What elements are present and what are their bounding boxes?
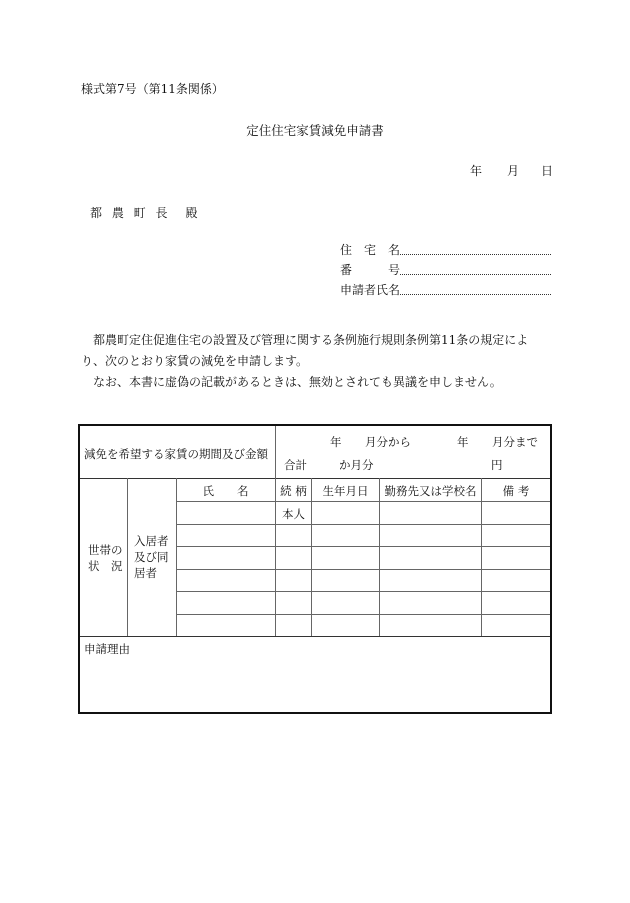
- form-number: 様式第7号（第11条関係）: [81, 82, 224, 96]
- relation-self: 本人: [282, 507, 305, 521]
- date-day-label: 日: [541, 164, 554, 178]
- residents-label-line2: 及び同: [134, 550, 169, 564]
- body-paragraph-2: なお、本書に虚偽の記載があるときは、無効とされても異議を申しません。: [93, 375, 502, 389]
- addressee: 都 農 町 長 殿: [90, 206, 201, 220]
- application-table: [78, 424, 552, 714]
- date-month-label: 月: [507, 164, 520, 178]
- column-header-name: 氏 名: [202, 484, 249, 498]
- residents-label-line3: 居者: [134, 566, 157, 580]
- period-month-to: 月分まで: [492, 435, 538, 449]
- applicant-name-label: 申請者氏名: [340, 283, 401, 297]
- document-title: 定住住宅家賃減免申請書: [246, 123, 384, 138]
- number-label: 番 号: [340, 263, 401, 277]
- address-field[interactable]: [400, 254, 551, 255]
- column-header-relation: 続 柄: [280, 484, 307, 498]
- number-field[interactable]: [400, 274, 551, 275]
- column-header-workplace: 勤務先又は学校名: [384, 484, 477, 498]
- reason-label: 申請理由: [84, 642, 130, 656]
- period-year-2: 年: [457, 435, 469, 449]
- period-months-label: か月分: [339, 458, 374, 472]
- period-month-from: 月分から: [365, 435, 411, 449]
- period-yen-label: 円: [491, 458, 503, 472]
- applicant-name-field[interactable]: [400, 294, 551, 295]
- household-label-line2: 状 況: [88, 559, 123, 573]
- household-label-line1: 世帯の: [88, 543, 123, 557]
- residents-label-line1: 入居者: [134, 534, 169, 548]
- column-header-birthdate: 生年月日: [322, 484, 369, 498]
- period-total-label: 合計: [284, 458, 307, 472]
- date-year-label: 年: [470, 164, 483, 178]
- address-label: 住 宅 名: [340, 243, 401, 257]
- period-year-1: 年: [330, 435, 342, 449]
- column-header-remarks: 備 考: [502, 484, 530, 498]
- body-paragraph-1: 都農町定住促進住宅の設置及び管理に関する条例施行規則条例第11条の規定により、次のとおり家賃の減免を申請します。: [81, 333, 529, 368]
- period-label: 減免を希望する家賃の期間及び金額: [84, 447, 268, 461]
